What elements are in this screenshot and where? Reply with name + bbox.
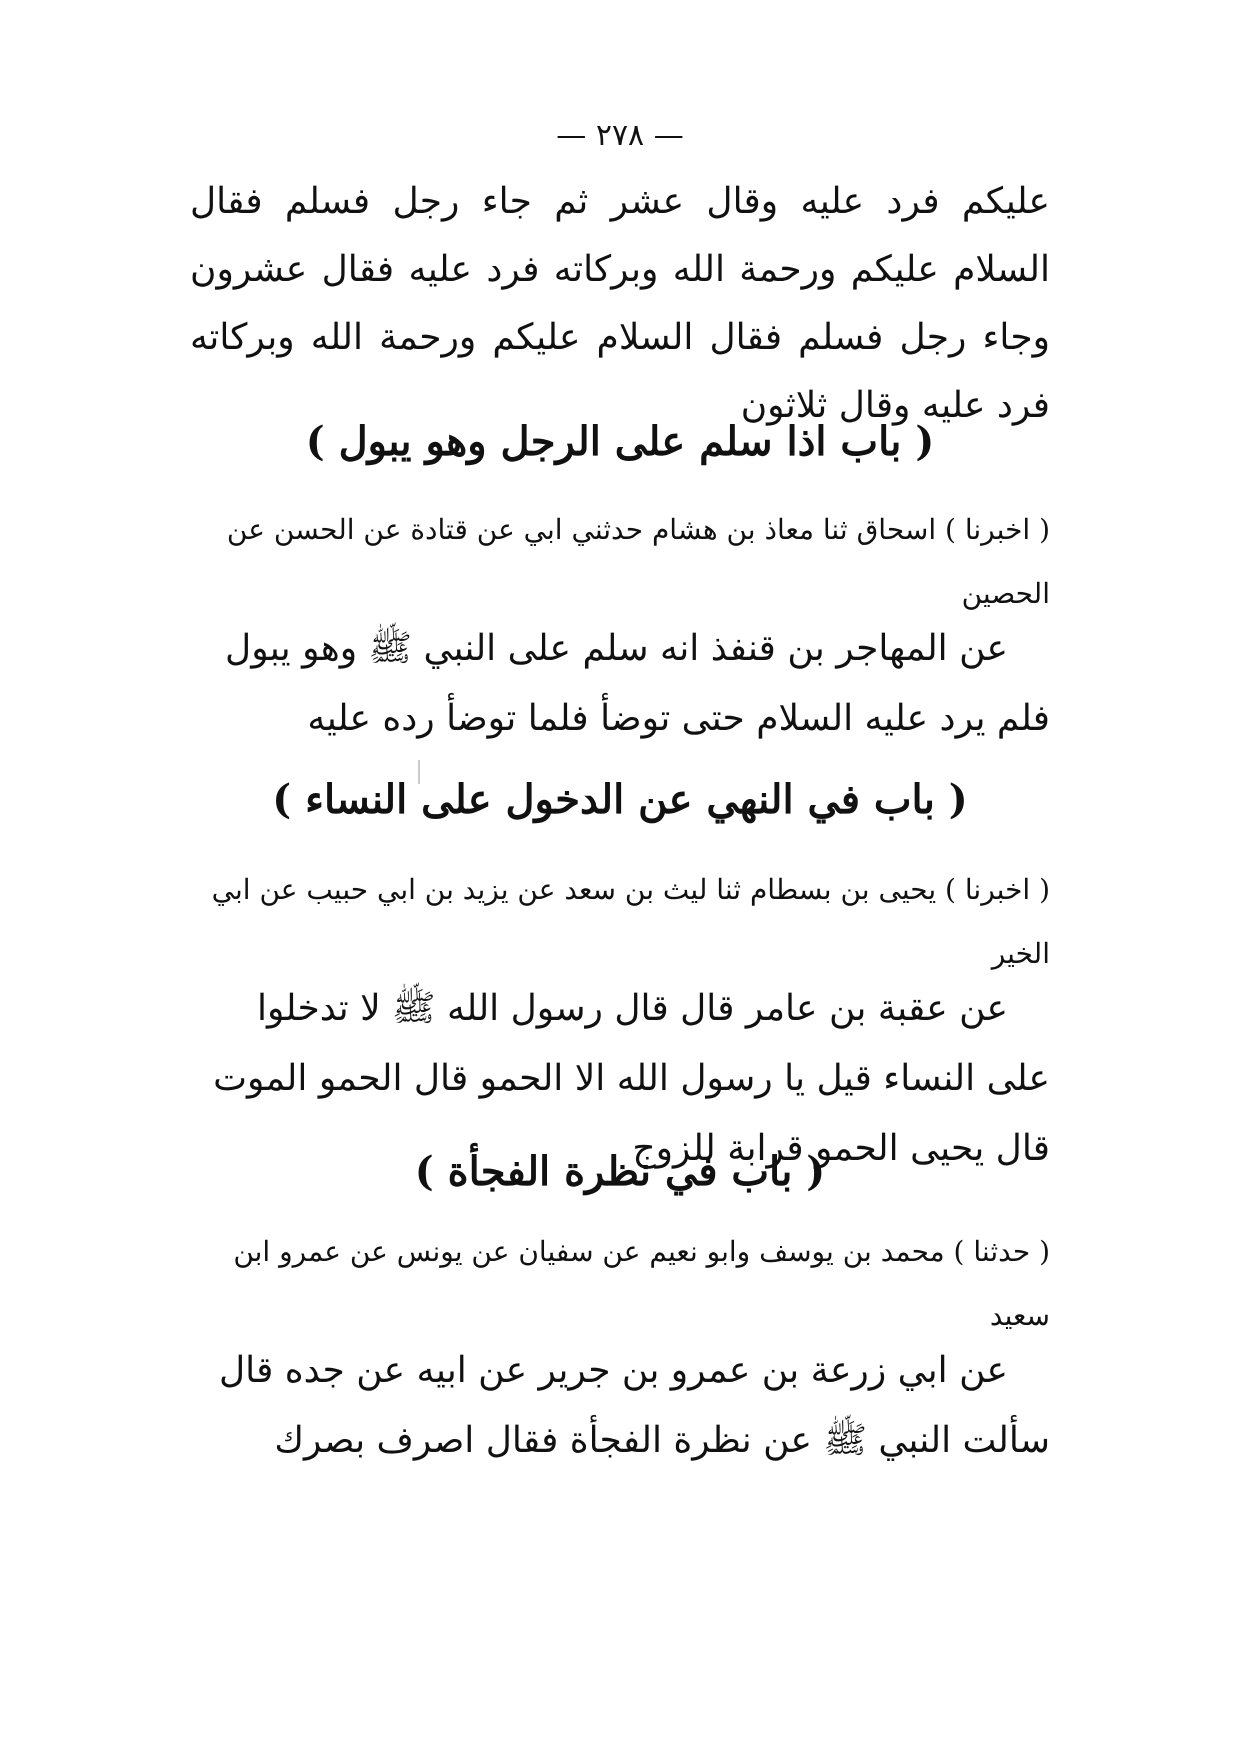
section-heading-sudden-glance: ( باب في نظرة الفجأة ) — [414, 1148, 826, 1195]
isnad-2: ( اخبرنا ) يحيى بن بسطام ثنا ليث بن سعد عن يزيد بن ابي حبيب عن ابي الخير — [211, 873, 1050, 970]
section-heading-urinating: ( باب اذا سلم على الرجل وهو يبول ) — [305, 418, 935, 465]
matn-2-text: عن عقبة بن عامر قال قال رسول الله ﷺ لا تدخلوا على النساء قيل يا رسول الله الا الحمو قال الحمو الموت قال يحيى الحمو قرابة للزوج — [213, 988, 1050, 1169]
opening-paragraph: عليكم فرد عليه وقال عشر ثم جاء رجل فسلم فقال السلام عليكم ورحمة الله وبركاته فرد عليه فقال عشرون وجاء رجل فسلم فقال السلام عليكم ورحمة الله وبركاته فرد عليه وقال ثلاثون — [190, 181, 1050, 426]
section-heading-women: ( باب في النهي عن الدخول على النساء ) — [272, 776, 968, 823]
isnad-3: ( حدثنا ) محمد بن يوسف وابو نعيم عن سفيان عن يونس عن عمرو ابن سعيد — [233, 1235, 1050, 1332]
matn-3 — [190, 1336, 1050, 1476]
matn-1-text: عن المهاجر بن قنفذ انه سلم على النبي ﷺ وهو يبول فلم يرد عليه السلام حتى توضأ فلما توضأ رده عليه — [225, 628, 1050, 739]
isnad-1: ( اخبرنا ) اسحاق ثنا معاذ بن هشام حدثني ابي عن قتادة عن الحسن عن الحصين — [226, 513, 1050, 610]
matn-1 — [190, 614, 1050, 754]
matn-3-text: عن ابي زرعة بن عمرو بن جرير عن ابيه عن جده قال سألت النبي ﷺ عن نظرة الفجأة فقال اصرف بصرك — [218, 1350, 1050, 1461]
page-number: — ٢٧٨ — — [556, 118, 684, 153]
